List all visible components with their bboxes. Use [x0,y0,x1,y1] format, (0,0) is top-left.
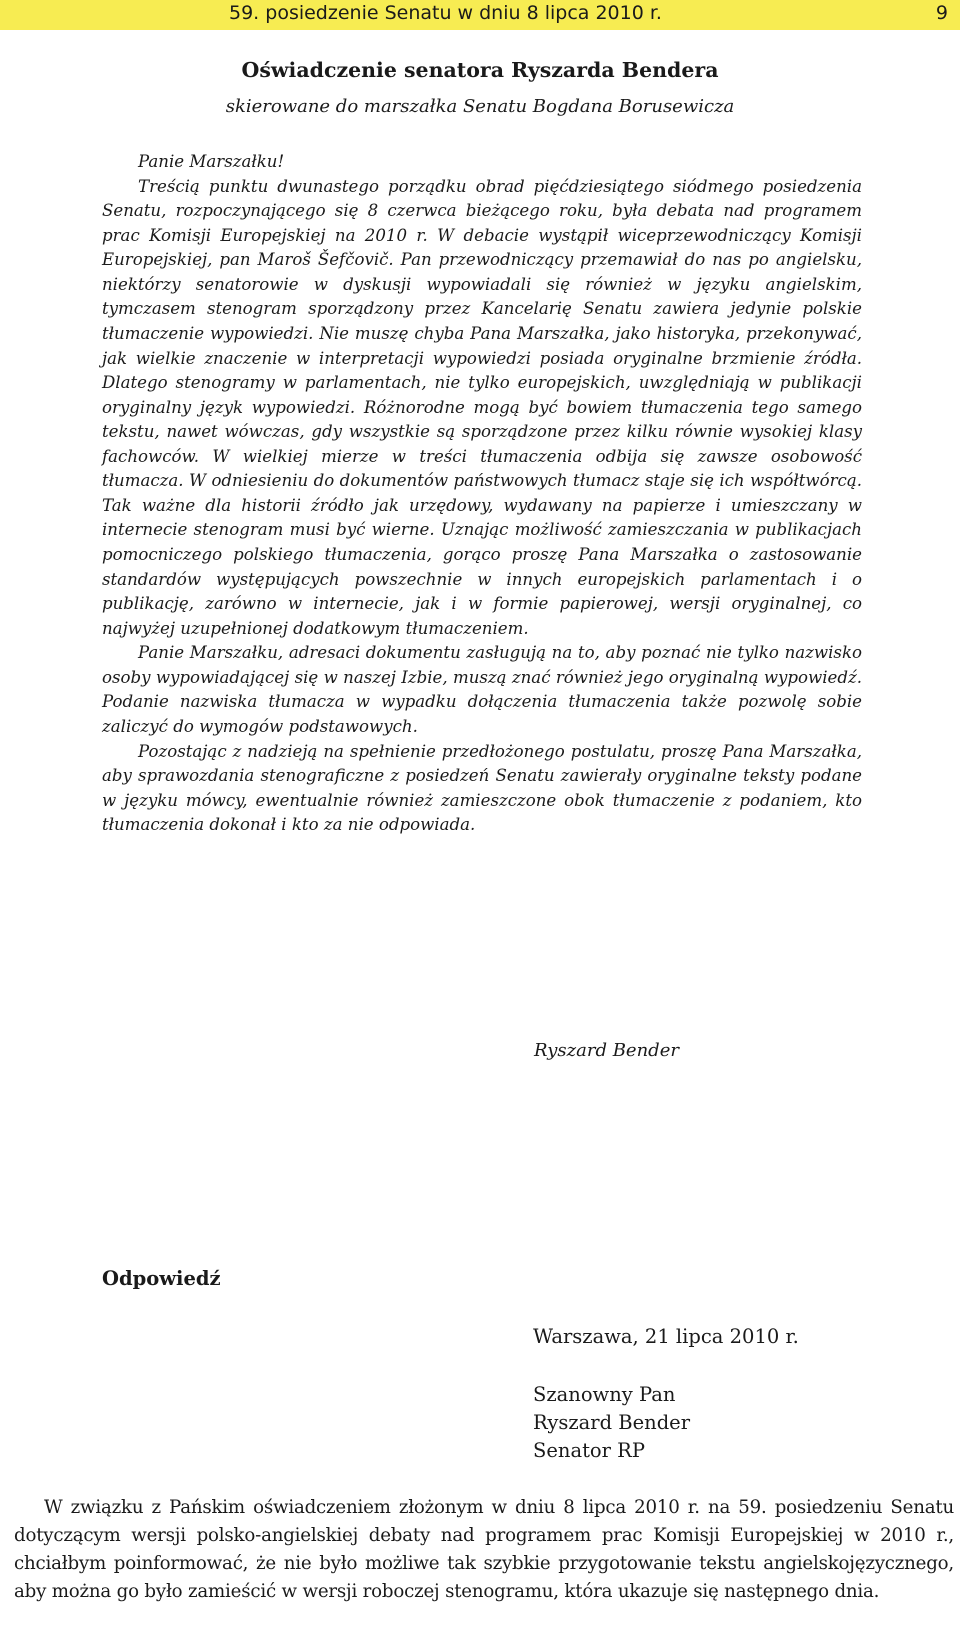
reply-date: Warszawa, 21 lipca 2010 r. [533,1325,799,1348]
addressee-line: Ryszard Bender [533,1411,691,1434]
page-header-bar [0,0,960,30]
reply-paragraph: W związku z Pańskim oświadczeniem złożonym w dniu 8 lipca 2010 r. na 59. posiedzeniu Senatu dotyczącym wersji polsko-angielskiej debaty nad programem prac Komisji Europejskiej w 2010 r., chciałbym poinformować, że nie było możliwe tak szybkie przygotowanie tekstu angielskojęzycznego, aby można go było zamieścić w wersji roboczej stenogramu, która ukazuje się następnego dnia. [14,1497,954,1602]
statement-signature: Ryszard Bender [534,1040,679,1061]
reply-body [14,1494,954,1606]
reply-heading: Odpowiedź [102,1267,221,1290]
statement-title: Oświadczenie senatora Ryszarda Bendera [241,58,719,82]
addressee-line: Szanowny Pan [533,1383,676,1406]
statement-subtitle: skierowane do marszałka Senatu Bogdana Borusewicza [225,96,735,117]
statement-body [102,150,862,838]
addressee-line: Senator RP [533,1439,645,1462]
statement-greeting: Panie Marszałku! [138,152,285,171]
statement-paragraph: Panie Marszałku, adresaci dokumentu zasługują na to, aby poznać nie tylko nazwisko osoby wypowiadającej się w naszej Izbie, muszą znać również jego oryginalną wypowiedź. Podanie nazwiska tłumacza w wypadku dołączenia tłumaczenia także pozwolę sobie zaliczyć do wymogów podstawowych. [102,643,862,736]
statement-paragraph: Treścią punktu dwunastego porządku obrad pięćdziesiątego siódmego posiedzenia Senatu, rozpoczynającego się 8 czerwca bieżącego roku, była debata nad programem prac Komisji Europejskiej na 2010 r. W debacie wystąpił wiceprzewodniczący Komisji Europejskiej, pan Maroš Šefčovič. Pan przewodniczący przemawiał do nas po angielsku, niektórzy senatorowie w dyskusji wypowiadali się również w języku angielskim, tymczasem stenogram sporządzony przez Kancelarię Senatu zawiera jedynie polskie tłumaczenie wypowiedzi. Nie muszę chyba Pana Marszałka, jako historyka, przekonywać, jak wielkie znaczenie w interpretacji wypowiedzi posiada oryginalne brzmienie źródła. Dlatego stenogramy w parlamentach, nie tylko europejskich, uwzględniają w publikacji oryginalny język wypowiedzi. Różnorodne mogą być bowiem tłumaczenia tego samego tekstu, nawet wówczas, gdy wszystkie są sporządzone przez kilku równie wysokiej klasy fachowców. W wielkiej mierze w treści tłumaczenia odbija się zawsze osobowość tłumacza. W odniesieniu do dokumentów państwowych tłumacz staje się ich współtwórcą. Tak ważne dla historii źródło jak urzędowy, wydawany na papierze i umieszczany w internecie stenogram musi być wierne. Uznając możliwość zamieszczania w publikacjach pomocniczego polskiego tłumaczenia, gorąco proszę Pana Marszałka o zastosowanie standardów występujących powszechnie w innych europejskich parlamentach i o publikację, zarówno w internecie, jak i w formie papierowej, wersji oryginalnej, co najwyżej uzupełnionej dodatkowym tłumaczeniem. [102,176,862,638]
reply-addressee [533,1381,690,1465]
statement-paragraph: Pozostając z nadzieją na spełnienie przedłożonego postulatu, proszę Pana Marszałka, aby sprawozdania stenograficzne z posiedzeń Senatu zawierały oryginalne teksty podane w języku mówcy, ewentualnie również zamieszczone obok tłumaczenie z podaniem, kto tłumaczenia dokonał i kto za nie odpowiada. [102,741,862,835]
page-header-title: 59. posiedzenie Senatu w dniu 8 lipca 2010 r. [229,2,662,24]
page-number: 9 [935,2,948,24]
